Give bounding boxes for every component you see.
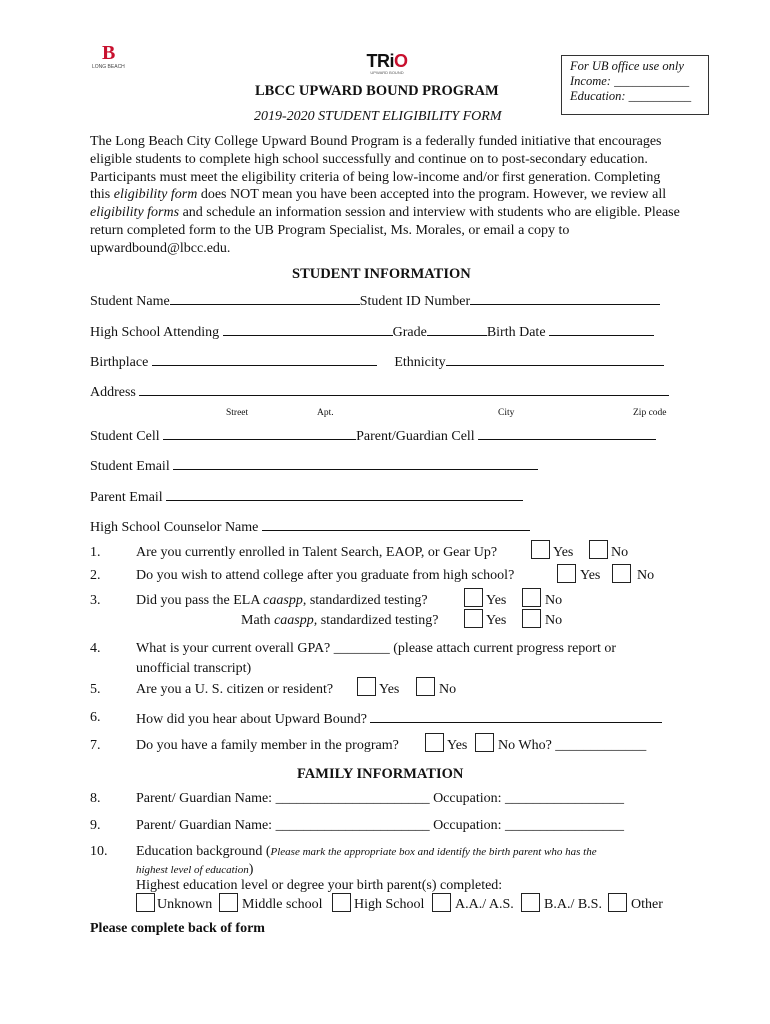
q6-number: 6. xyxy=(90,710,101,725)
trio-logo-text: TRi xyxy=(366,51,394,71)
trio-logo-tagline: UPWARD BOUND xyxy=(370,70,404,75)
parent-cell-field[interactable] xyxy=(478,427,656,440)
edu-ba-bs-label: B.A./ B.S. xyxy=(544,897,602,912)
grade-label: Grade xyxy=(392,325,427,340)
parent-cell-label: Parent/Guardian Cell xyxy=(356,429,475,444)
edu-aa-as-label: A.A./ A.S. xyxy=(455,897,514,912)
intro-text-1: The Long Beach City College Upward Bound Program is a federally funded initiative that encourages eligible students to complete high school successfully and continue on to post-secondary education. Participants must meet the eligibility criteria of being low-income and/or first generation. Completing this xyxy=(90,134,662,203)
q3-ela-no-checkbox[interactable] xyxy=(522,588,541,607)
q7-no-checkbox[interactable] xyxy=(475,733,494,752)
q1-yes-label: Yes xyxy=(553,545,574,560)
edu-high-school-label: High School xyxy=(354,897,425,912)
office-use-box xyxy=(561,55,709,115)
q4-text-2: unofficial transcript) xyxy=(136,661,252,676)
q10-note-1: Please mark the appropriate box and identify the birth parent who has the xyxy=(270,846,597,858)
parent-email-label: Parent Email xyxy=(90,490,163,505)
footer-note: Please complete back of form xyxy=(90,921,265,936)
office-use-label: For UB office use only xyxy=(570,59,684,73)
student-name-label: Student Name xyxy=(90,294,170,309)
edu-ba-bs-checkbox[interactable] xyxy=(521,893,540,912)
q3-math-text xyxy=(241,613,439,629)
q10-lead: Education background ( xyxy=(136,844,271,859)
address-field[interactable] xyxy=(139,383,669,396)
edu-unknown-checkbox[interactable] xyxy=(136,893,155,912)
q3-ela-no-label: No xyxy=(545,593,563,608)
student-cell-label: Student Cell xyxy=(90,429,160,444)
q3-math-no-checkbox[interactable] xyxy=(522,609,541,628)
q7-yes-checkbox[interactable] xyxy=(425,733,444,752)
q10-number: 10. xyxy=(90,844,108,859)
counselor-label: High School Counselor Name xyxy=(90,520,259,535)
intro-text-3: and schedule an information session and interview with students who are eligible. Please return completed form to the UB Program Specialist, Ms. Morales, or email a copy to upwardbound@lbcc.edu. xyxy=(90,205,680,256)
q4-text-1: What is your current overall GPA? ________ (please attach current progress report or xyxy=(136,641,616,656)
q1-text: Are you currently enrolled in Talent Search, EAOP, or Gear Up? xyxy=(136,545,498,560)
q5-no-label: No xyxy=(439,682,457,697)
q1-no-checkbox[interactable] xyxy=(589,540,608,559)
q2-number: 2. xyxy=(90,568,101,583)
parent-email-field[interactable] xyxy=(166,488,523,501)
q3-ela-yes-label: Yes xyxy=(486,593,507,608)
q10-note-2: highest level of education xyxy=(136,864,249,876)
trio-logo-o: O xyxy=(393,51,408,71)
q3-math-yes-label: Yes xyxy=(486,613,507,628)
q7-yes-label: Yes xyxy=(447,738,468,753)
office-income: Income: ____________ xyxy=(570,74,690,88)
q2-yes-label: Yes xyxy=(580,568,601,583)
q4-number: 4. xyxy=(90,641,101,656)
q10-question: Highest education level or degree your birth parent(s) completed: xyxy=(136,878,503,893)
q7-number: 7. xyxy=(90,738,101,753)
address-apt-caption: Apt. xyxy=(317,408,334,418)
q3-math-no-label: No xyxy=(545,613,563,628)
q3-caaspp: caaspp xyxy=(263,593,303,608)
family-info-heading: FAMILY INFORMATION xyxy=(297,766,464,782)
q3-math-a: Math xyxy=(241,613,275,628)
q2-text: Do you wish to attend college after you graduate from high school? xyxy=(136,568,515,583)
edu-other-checkbox[interactable] xyxy=(608,893,627,912)
q3-number: 3. xyxy=(90,593,101,608)
edu-other-label: Other xyxy=(631,897,663,912)
student-id-label: Student ID Number xyxy=(359,294,471,309)
student-id-field[interactable] xyxy=(470,292,660,305)
q2-no-checkbox[interactable] xyxy=(612,564,631,583)
lbcc-logo xyxy=(92,42,128,72)
q5-text: Are you a U. S. citizen or resident? xyxy=(136,682,334,697)
trio-logo xyxy=(362,52,412,78)
address-label: Address xyxy=(90,385,136,400)
high-school-field[interactable] xyxy=(223,323,393,336)
q7-no-who-label: No Who? _____________ xyxy=(498,738,647,753)
student-name-field[interactable] xyxy=(170,292,360,305)
birth-date-label: Birth Date xyxy=(486,325,546,340)
birth-date-field[interactable] xyxy=(549,323,654,336)
address-zip-caption: Zip code xyxy=(633,408,667,418)
q5-yes-checkbox[interactable] xyxy=(357,677,376,696)
intro-paragraph xyxy=(90,133,680,258)
form-subtitle: 2019-2020 STUDENT ELIGIBILITY FORM xyxy=(254,109,502,124)
counselor-field[interactable] xyxy=(262,518,530,531)
q3-math-yes-checkbox[interactable] xyxy=(464,609,483,628)
student-email-label: Student Email xyxy=(90,459,170,474)
q3-ela-yes-checkbox[interactable] xyxy=(464,588,483,607)
high-school-label: High School Attending xyxy=(90,325,220,340)
q3-text-b: , standardized testing? xyxy=(302,593,428,608)
edu-aa-as-checkbox[interactable] xyxy=(432,893,451,912)
q3-text-a: Did you pass the ELA xyxy=(136,593,264,608)
lbcc-logo-mark: B xyxy=(102,42,116,64)
birthplace-label: Birthplace xyxy=(90,355,149,370)
edu-unknown-label: Unknown xyxy=(157,897,213,912)
q1-no-label: No xyxy=(611,545,629,560)
q1-yes-checkbox[interactable] xyxy=(531,540,550,559)
q5-number: 5. xyxy=(90,682,101,697)
student-info-heading: STUDENT INFORMATION xyxy=(292,266,471,282)
edu-middle-school-label: Middle school xyxy=(242,897,323,912)
intro-emphasis-2: eligibility forms xyxy=(90,205,180,221)
q8-text[interactable]: Parent/ Guardian Name: ______________________ Occupation: _________________ xyxy=(136,791,624,806)
student-cell-field[interactable] xyxy=(163,427,356,440)
q6-answer-field[interactable] xyxy=(370,710,662,723)
address-city-caption: City xyxy=(498,408,515,418)
q2-yes-checkbox[interactable] xyxy=(557,564,576,583)
office-education: Education: __________ xyxy=(570,89,692,103)
q5-no-checkbox[interactable] xyxy=(416,677,435,696)
edu-high-school-checkbox[interactable] xyxy=(332,893,351,912)
student-email-field[interactable] xyxy=(173,457,538,470)
q3-math-b: standardized testing? xyxy=(317,613,439,628)
q9-number: 9. xyxy=(90,818,101,833)
ethnicity-field[interactable] xyxy=(446,353,664,366)
lbcc-logo-subtext: LONG BEACH xyxy=(92,64,125,70)
q6-text: How did you hear about Upward Bound? xyxy=(136,712,367,727)
grade-field[interactable] xyxy=(427,323,487,336)
q7-text: Do you have a family member in the program? xyxy=(136,738,399,753)
q5-yes-label: Yes xyxy=(379,682,400,697)
q3-text xyxy=(136,593,428,609)
q2-no-label: No xyxy=(637,568,655,583)
form-title: LBCC UPWARD BOUND PROGRAM xyxy=(255,83,499,99)
q8-number: 8. xyxy=(90,791,101,806)
intro-text-2: does NOT mean you have been accepted into the program. However, we review all xyxy=(197,187,667,203)
q10-close: ) xyxy=(248,862,254,877)
intro-emphasis-1: eligibility form xyxy=(113,187,198,203)
q3-math-caaspp: caaspp, xyxy=(274,613,318,628)
address-street-caption: Street xyxy=(226,408,249,418)
birthplace-field[interactable] xyxy=(152,353,377,366)
edu-middle-school-checkbox[interactable] xyxy=(219,893,238,912)
q1-number: 1. xyxy=(90,545,101,560)
q9-text[interactable]: Parent/ Guardian Name: ______________________ Occupation: _________________ xyxy=(136,818,624,833)
ethnicity-label: Ethnicity xyxy=(394,355,446,370)
